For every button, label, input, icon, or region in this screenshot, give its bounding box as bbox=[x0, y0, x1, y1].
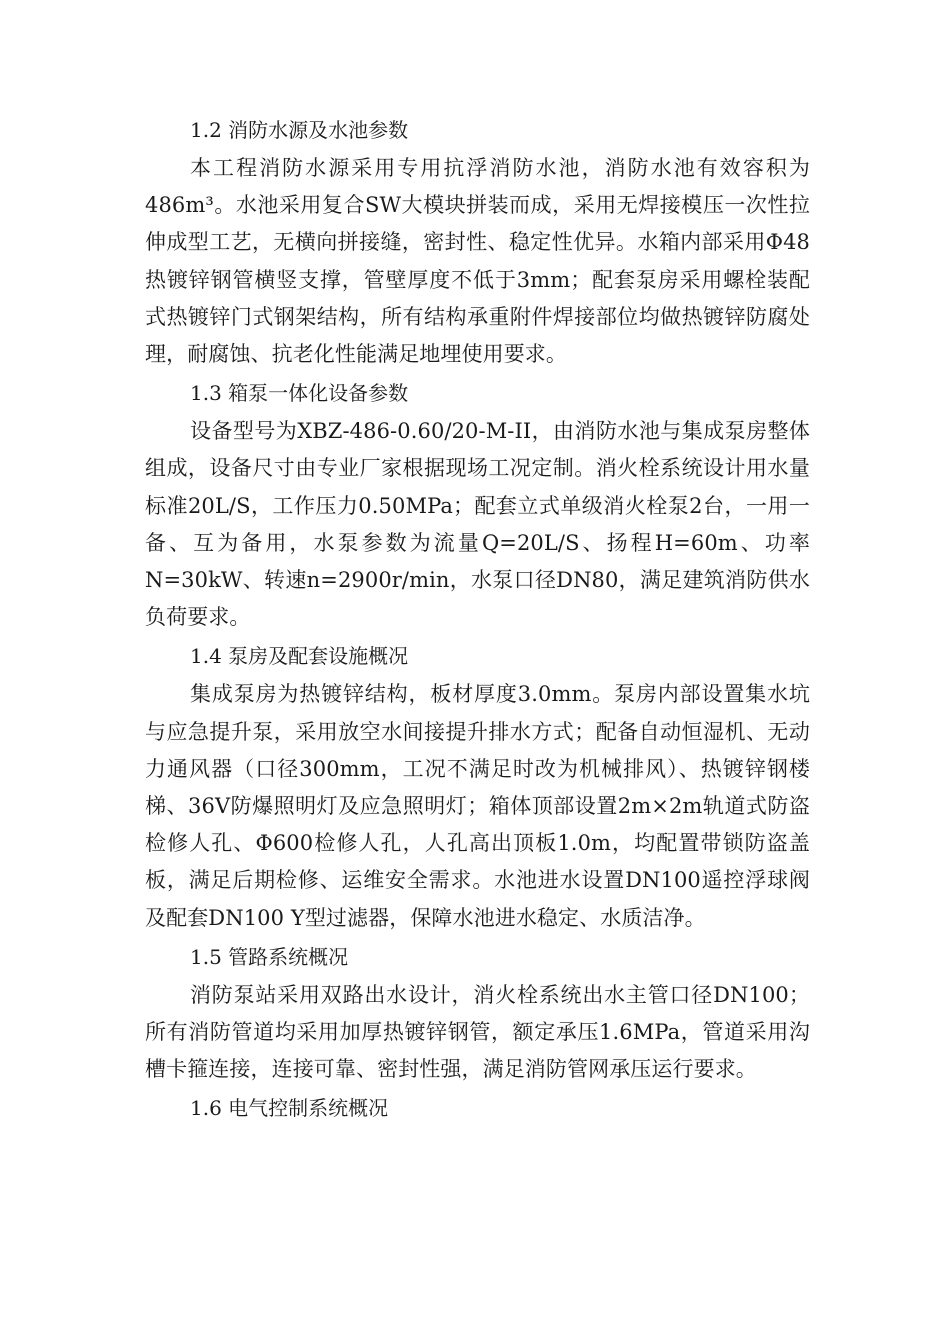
section-paragraph-1-3: 设备型号为XBZ-486-0.60/20-M-II，由消防水池与集成泵房整体组成，设备尺寸由专业厂家根据现场工况定制。消火栓系统设计用水量标准20L/S，工作压力0.50MPa；配套立式单级消火栓泵2台，一用一备、互为备用，水泵参数为流量Q=20L/S、扬程H=60m、功率N=30kW、转速n=2900r/min，水泵口径DN80，满足建筑消防供水负荷要求。 bbox=[145, 419, 810, 630]
section-paragraph-1-5: 消防泵站采用双路出水设计，消火栓系统出水主管口径DN100；所有消防管道均采用加厚热镀锌钢管，额定承压1.6MPa，管道采用沟槽卡箍连接，连接可靠、密封性强，满足消防管网承压运行要求。 bbox=[145, 982, 810, 1082]
section-heading-1-6: 1.6 电气控制系统概况 bbox=[190, 1096, 389, 1121]
section-heading-1-2: 1.2 消防水源及水池参数 bbox=[190, 118, 409, 142]
section-paragraph-1-2: 本工程消防水源采用专用抗浮消防水池，消防水池有效容积为486m³。水池采用复合SW大模块拼装而成，采用无焊接模压一次性拉伸成型工艺，无横向拼接缝，密封性、稳定性优异。水箱内部采用Φ48热镀锌钢管横竖支撑，管壁厚度不低于3mm；配套泵房采用螺栓装配式热镀锌门式钢架结构，所有结构承重附件焊接部位均做热镀锌防腐处理，耐腐蚀、抗老化性能满足地埋使用要求。 bbox=[145, 156, 810, 367]
section-heading-1-4: 1.4 泵房及配套设施概况 bbox=[190, 644, 409, 669]
section-paragraph-1-4: 集成泵房为热镀锌结构，板材厚度3.0mm。泵房内部设置集水坑与应急提升泵，采用放空水间接提升排水方式；配备自动恒湿机、无动力通风器（口径300mm，工况不满足时改为机械排风）、热镀锌钢楼梯、36V防爆照明灯及应急照明灯；箱体顶部设置2m×2m轨道式防盗检修人孔、Φ600检修人孔，人孔高出顶板1.0m，均配置带锁防盗盖板，满足后期检修、运维安全需求。水池进水设置DN100遥控浮球阀及配套DN100 Y型过滤器，保障水池进水稳定、水质洁净。 bbox=[145, 682, 810, 930]
section-heading-1-5: 1.5 管路系统概况 bbox=[190, 944, 349, 969]
section-heading-1-3: 1.3 箱泵一体化设备参数 bbox=[190, 381, 409, 406]
document-body bbox=[145, 110, 810, 1128]
